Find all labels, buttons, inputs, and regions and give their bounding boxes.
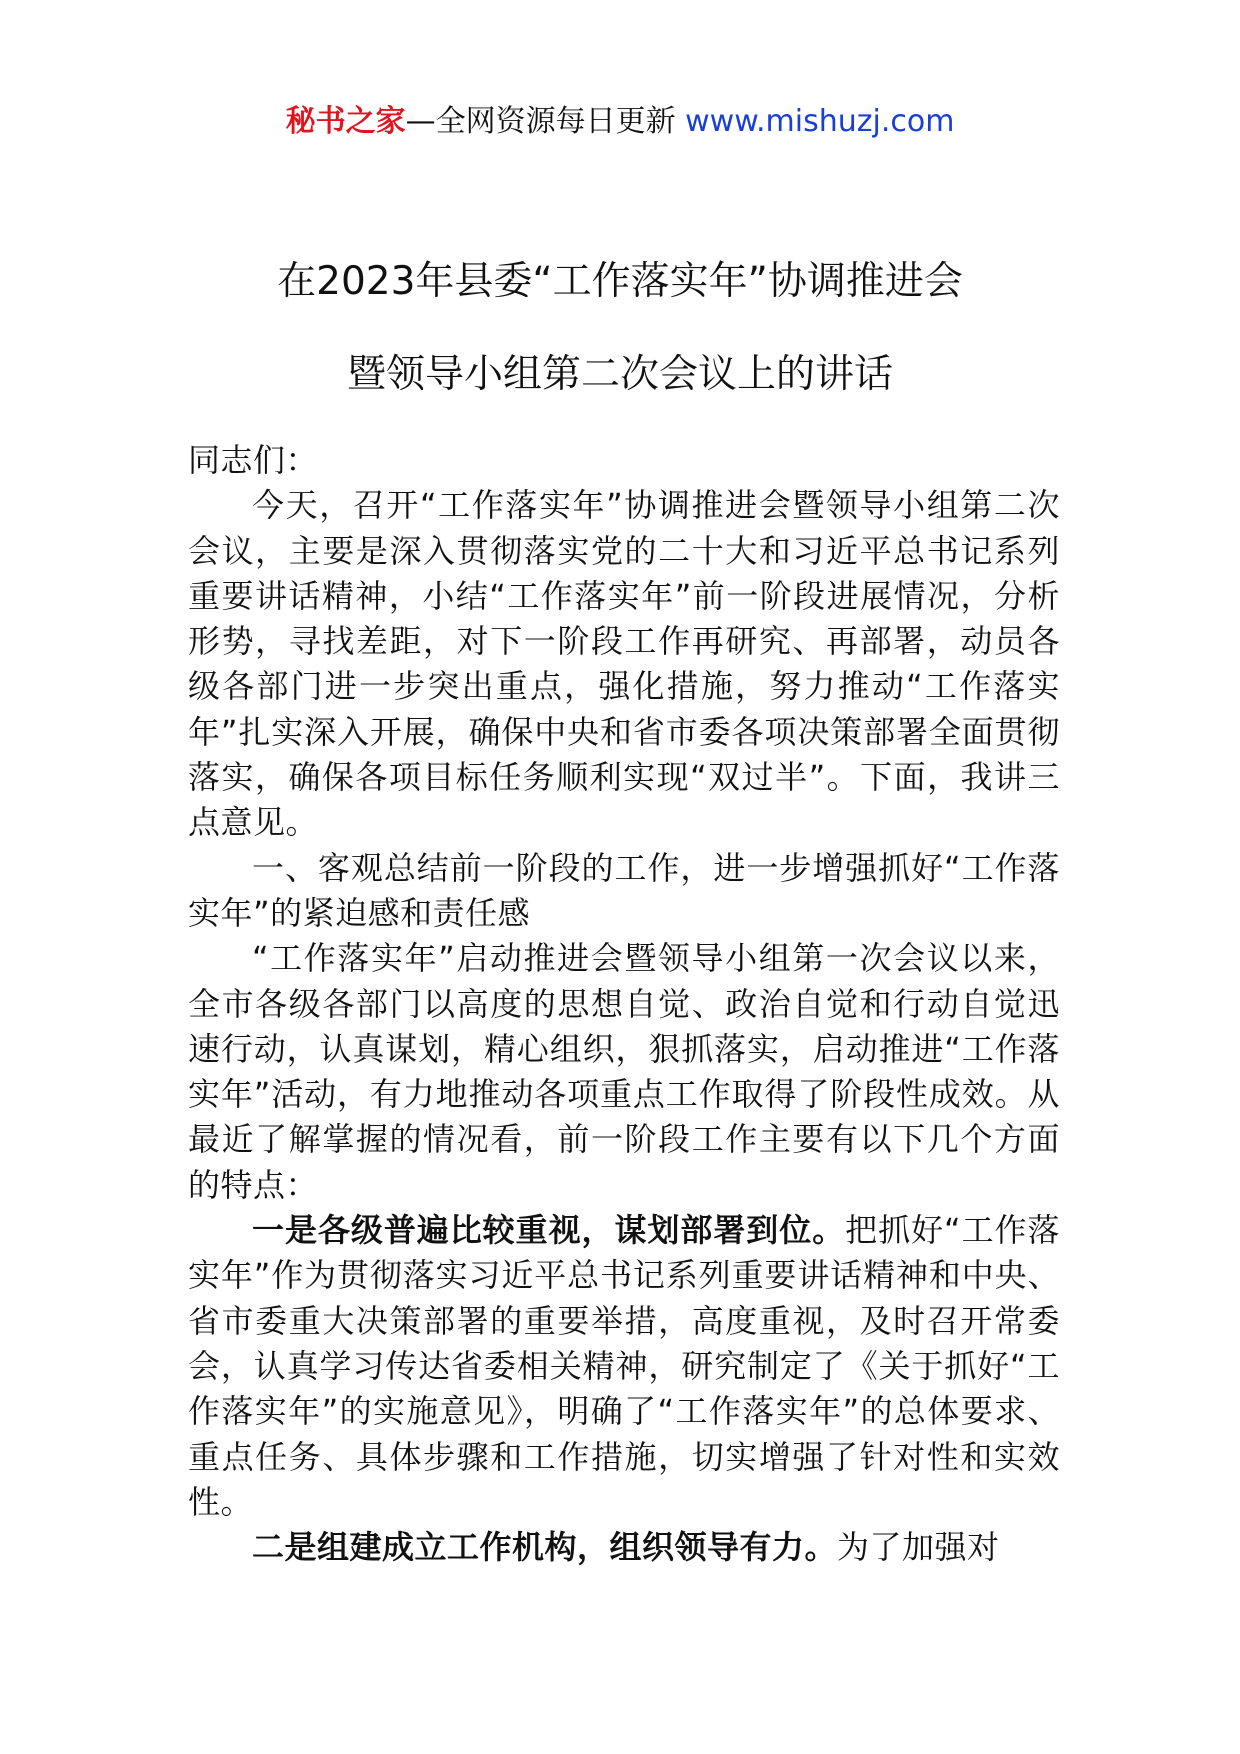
site-header <box>0 100 1240 144</box>
header-slogan: —全网资源每日更新 <box>405 104 686 139</box>
document-body <box>188 438 1060 1570</box>
document-title <box>160 235 1080 421</box>
paragraph-point-1 <box>188 1208 1060 1525</box>
point-1-heading: 一是各级普遍比较重视，谋划部署到位。 <box>252 1211 846 1250</box>
point-2-heading: 二是组建成立工作机构，组织领导有力。 <box>252 1528 838 1567</box>
paragraph-overview: “工作落实年”启动推进会暨领导小组第一次会议以来，全市各级各部门以高度的思想自觉、政治自觉和行动自觉迅速行动，认真谋划，精心组织，狠抓落实，启动推进“工作落实年”活动，有力地推动各项重点工作取得了阶段性成效。从最近了解掌握的情况看，前一阶段工作主要有以下几个方面的特点： <box>188 939 1060 1204</box>
title-line-2: 暨领导小组第二次会议上的讲话 <box>346 352 893 397</box>
paragraph-intro: 今天，召开“工作落实年”协调推进会暨领导小组第二次会议，主要是深入贯彻落实党的二十大和习近平总书记系列重要讲话精神，小结“工作落实年”前一阶段进展情况，分析形势，寻找差距，对下一阶段工作再研究、再部署，动员各级各部门进一步突出重点，强化措施，努力推动“工作落实年”扎实深入开展，确保中央和省市委各项决策部署全面贯彻落实，确保各项目标任务顺利实现“双过半”。下面，我讲三点意见。 <box>188 486 1060 842</box>
section-heading-1: 一、客观总结前一阶段的工作，进一步增强抓好“工作落实年”的紧迫感和责任感 <box>188 848 1060 932</box>
paragraph-point-2 <box>188 1525 1060 1570</box>
point-2-text: 为了加强对 <box>837 1528 1000 1567</box>
point-1-text: 把抓好“工作落实年”作为贯彻落实习近平总书记系列重要讲话精神和中央、省市委重大决策部署的重要举措，高度重视，及时召开常委会，认真学习传达省委相关精神，研究制定了《关于抓好“工作落实年”的实施意见》，明确了“工作落实年”的总体要求、重点任务、具体步骤和工作措施，切实增强了针对性和实效性。 <box>188 1211 1060 1521</box>
brand-name: 秘书之家 <box>285 104 406 139</box>
salutation: 同志们： <box>188 441 319 479</box>
title-line-1: 在2023年县委“工作落实年”协调推进会 <box>277 259 963 304</box>
site-url-link[interactable]: www.mishuzj.com <box>685 104 955 139</box>
